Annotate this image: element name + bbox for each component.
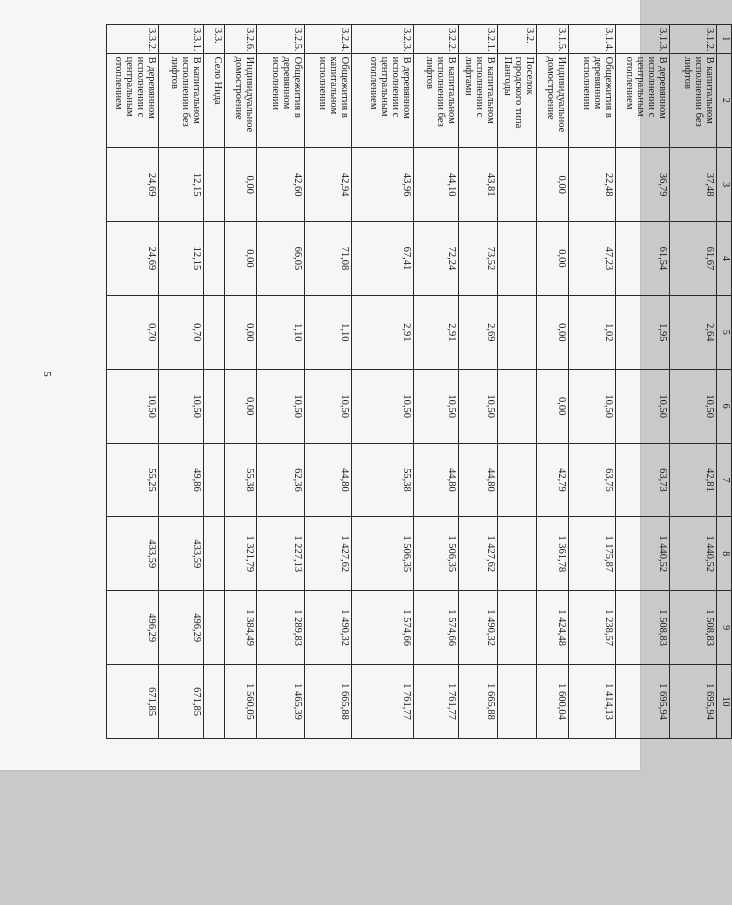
value-cell: 42,94 bbox=[304, 148, 351, 222]
value-cell: 671,85 bbox=[107, 665, 159, 739]
table-row bbox=[459, 25, 498, 739]
value-cell: 44,80 bbox=[459, 443, 498, 517]
table-row bbox=[414, 25, 459, 739]
row-code-cell: 3.2.3. bbox=[351, 25, 413, 54]
value-cell: 44,10 bbox=[414, 148, 459, 222]
value-cell: 2,91 bbox=[414, 295, 459, 369]
value-cell: 1 695,94 bbox=[616, 665, 670, 739]
value-cell bbox=[203, 443, 224, 517]
value-cell: 0,70 bbox=[158, 295, 203, 369]
value-cell: 55,25 bbox=[107, 443, 159, 517]
value-cell: 0,00 bbox=[536, 222, 568, 296]
value-cell: 2,91 bbox=[351, 295, 413, 369]
value-cell bbox=[203, 369, 224, 443]
column-header: 3 bbox=[717, 148, 732, 222]
row-name-cell: Общежития в деревянном исполнении bbox=[257, 53, 304, 148]
value-cell: 1 600,04 bbox=[536, 665, 568, 739]
value-cell: 10,50 bbox=[107, 369, 159, 443]
row-name-cell: Поселок городского типа Пангоды bbox=[497, 53, 536, 148]
row-code-cell: 3.2.4. bbox=[304, 25, 351, 54]
value-cell: 12,15 bbox=[158, 222, 203, 296]
value-cell: 1 695,94 bbox=[669, 665, 716, 739]
value-cell: 10,50 bbox=[616, 369, 670, 443]
row-name-cell: Общежития в капитальном исполнении bbox=[304, 53, 351, 148]
value-cell bbox=[497, 443, 536, 517]
table-row bbox=[568, 25, 615, 739]
value-cell: 63,73 bbox=[616, 443, 670, 517]
value-cell: 10,50 bbox=[414, 369, 459, 443]
value-cell: 0,00 bbox=[536, 369, 568, 443]
value-cell: 24,69 bbox=[107, 222, 159, 296]
value-cell: 44,80 bbox=[304, 443, 351, 517]
value-cell: 1 427,62 bbox=[459, 517, 498, 591]
value-cell: 0,00 bbox=[225, 148, 257, 222]
row-code-cell: 3.2.5. bbox=[257, 25, 304, 54]
value-cell: 1 440,52 bbox=[616, 517, 670, 591]
table-row bbox=[616, 25, 670, 739]
value-cell: 1 440,52 bbox=[669, 517, 716, 591]
value-cell: 1,02 bbox=[568, 295, 615, 369]
row-name-cell: В деревянном исполнении с центральным отоплением bbox=[616, 53, 670, 148]
table-row bbox=[497, 25, 536, 739]
value-cell bbox=[497, 591, 536, 665]
value-cell: 1 506,35 bbox=[414, 517, 459, 591]
table-row bbox=[107, 25, 159, 739]
row-code-cell: 3.1.4. bbox=[568, 25, 615, 54]
value-cell: 47,23 bbox=[568, 222, 615, 296]
value-cell bbox=[497, 295, 536, 369]
value-cell: 1 227,13 bbox=[257, 517, 304, 591]
page-number: 5 bbox=[40, 371, 53, 377]
value-cell: 1 761,77 bbox=[351, 665, 413, 739]
value-cell: 44,80 bbox=[414, 443, 459, 517]
column-header: 1 bbox=[717, 25, 732, 54]
row-name-cell: В капитальном исполнении без лифтов bbox=[414, 53, 459, 148]
value-cell: 433,59 bbox=[158, 517, 203, 591]
value-cell: 433,59 bbox=[107, 517, 159, 591]
row-name-cell: В капитальном исполнении без лифтов bbox=[158, 53, 203, 148]
value-cell: 1 384,49 bbox=[225, 591, 257, 665]
column-header: 8 bbox=[717, 517, 732, 591]
value-cell: 1 665,88 bbox=[459, 665, 498, 739]
value-cell: 1 665,88 bbox=[304, 665, 351, 739]
column-header: 10 bbox=[717, 665, 732, 739]
row-code-cell: 3.2. bbox=[497, 25, 536, 54]
value-cell: 24,69 bbox=[107, 148, 159, 222]
value-cell: 10,50 bbox=[568, 369, 615, 443]
column-header: 5 bbox=[717, 295, 732, 369]
value-cell: 43,81 bbox=[459, 148, 498, 222]
value-cell: 0,00 bbox=[536, 295, 568, 369]
value-cell: 1 289,83 bbox=[257, 591, 304, 665]
row-name-cell: Индивидуальное домостроение bbox=[225, 53, 257, 148]
value-cell bbox=[203, 295, 224, 369]
table-row bbox=[351, 25, 413, 739]
value-cell bbox=[497, 369, 536, 443]
value-cell: 61,54 bbox=[616, 222, 670, 296]
value-cell: 1 361,78 bbox=[536, 517, 568, 591]
row-name-cell: Общежития в деревянном исполнении bbox=[568, 53, 615, 148]
table-header-row bbox=[717, 25, 732, 739]
row-name-cell: Село Нида bbox=[203, 53, 224, 148]
value-cell bbox=[497, 517, 536, 591]
row-code-cell: 3.3.2. bbox=[107, 25, 159, 54]
value-cell: 1,10 bbox=[257, 295, 304, 369]
row-code-cell: 3.1.3. bbox=[616, 25, 670, 54]
value-cell: 1 321,79 bbox=[225, 517, 257, 591]
value-cell: 49,86 bbox=[158, 443, 203, 517]
row-code-cell: 3.3. bbox=[203, 25, 224, 54]
value-cell: 63,75 bbox=[568, 443, 615, 517]
value-cell: 1 490,32 bbox=[304, 591, 351, 665]
table-row bbox=[669, 25, 716, 739]
value-cell: 1 560,05 bbox=[225, 665, 257, 739]
value-cell: 496,29 bbox=[107, 591, 159, 665]
value-cell: 1 414,13 bbox=[568, 665, 615, 739]
value-cell: 42,81 bbox=[669, 443, 716, 517]
value-cell: 62,36 bbox=[257, 443, 304, 517]
value-cell: 66,05 bbox=[257, 222, 304, 296]
row-code-cell: 3.3.1. bbox=[158, 25, 203, 54]
value-cell: 36,79 bbox=[616, 148, 670, 222]
value-cell: 55,38 bbox=[351, 443, 413, 517]
value-cell: 55,38 bbox=[225, 443, 257, 517]
column-header: 6 bbox=[717, 369, 732, 443]
row-name-cell: В деревянном исполнении с центральным отоплением bbox=[107, 53, 159, 148]
value-cell: 1 761,77 bbox=[414, 665, 459, 739]
row-name-cell: В капитальном исполнении без лифтов bbox=[669, 53, 716, 148]
table-row bbox=[304, 25, 351, 739]
value-cell bbox=[203, 591, 224, 665]
value-cell: 1 175,87 bbox=[568, 517, 615, 591]
table-body bbox=[107, 25, 717, 739]
value-cell: 2,69 bbox=[459, 295, 498, 369]
row-code-cell: 3.2.6. bbox=[225, 25, 257, 54]
value-cell: 1 465,39 bbox=[257, 665, 304, 739]
column-header: 7 bbox=[717, 443, 732, 517]
value-cell: 1,95 bbox=[616, 295, 670, 369]
row-name-cell: Индивидуальное домостроение bbox=[536, 53, 568, 148]
value-cell: 71,08 bbox=[304, 222, 351, 296]
value-cell: 10,50 bbox=[459, 369, 498, 443]
value-cell bbox=[203, 517, 224, 591]
value-cell bbox=[497, 222, 536, 296]
row-name-cell: В капитальном исполнении с лифтами bbox=[459, 53, 498, 148]
value-cell: 1 574,66 bbox=[414, 591, 459, 665]
value-cell: 42,79 bbox=[536, 443, 568, 517]
table-row bbox=[158, 25, 203, 739]
row-code-cell: 3.1.5. bbox=[536, 25, 568, 54]
value-cell: 37,48 bbox=[669, 148, 716, 222]
value-cell: 43,96 bbox=[351, 148, 413, 222]
value-cell: 10,50 bbox=[669, 369, 716, 443]
value-cell: 72,24 bbox=[414, 222, 459, 296]
value-cell: 1 508,83 bbox=[669, 591, 716, 665]
value-cell: 67,41 bbox=[351, 222, 413, 296]
value-cell: 1 424,48 bbox=[536, 591, 568, 665]
value-cell: 1 574,66 bbox=[351, 591, 413, 665]
row-code-cell: 3.2.2. bbox=[414, 25, 459, 54]
value-cell bbox=[497, 148, 536, 222]
rotated-table-wrapper bbox=[106, 24, 732, 739]
value-cell: 0,70 bbox=[107, 295, 159, 369]
table-row bbox=[225, 25, 257, 739]
value-cell: 10,50 bbox=[257, 369, 304, 443]
value-cell: 671,85 bbox=[158, 665, 203, 739]
row-code-cell: 3.2.1. bbox=[459, 25, 498, 54]
tariff-table bbox=[106, 24, 732, 739]
value-cell: 1,10 bbox=[304, 295, 351, 369]
value-cell: 0,00 bbox=[225, 295, 257, 369]
value-cell: 1 427,62 bbox=[304, 517, 351, 591]
value-cell: 2,64 bbox=[669, 295, 716, 369]
value-cell: 0,00 bbox=[225, 222, 257, 296]
value-cell: 10,50 bbox=[351, 369, 413, 443]
value-cell: 1 506,35 bbox=[351, 517, 413, 591]
value-cell: 1 508,83 bbox=[616, 591, 670, 665]
column-header: 9 bbox=[717, 591, 732, 665]
column-header: 4 bbox=[717, 222, 732, 296]
table-row bbox=[203, 25, 224, 739]
row-code-cell: 3.1.2. bbox=[669, 25, 716, 54]
row-name-cell: В деревянном исполнении с центральным отоплением bbox=[351, 53, 413, 148]
value-cell bbox=[203, 665, 224, 739]
table-row bbox=[536, 25, 568, 739]
value-cell: 73,52 bbox=[459, 222, 498, 296]
value-cell: 1 490,32 bbox=[459, 591, 498, 665]
value-cell: 1 238,57 bbox=[568, 591, 615, 665]
value-cell: 22,48 bbox=[568, 148, 615, 222]
value-cell bbox=[497, 665, 536, 739]
column-header: 2 bbox=[717, 53, 732, 148]
value-cell: 10,50 bbox=[158, 369, 203, 443]
value-cell: 12,15 bbox=[158, 148, 203, 222]
value-cell: 42,60 bbox=[257, 148, 304, 222]
value-cell bbox=[203, 222, 224, 296]
value-cell: 61,67 bbox=[669, 222, 716, 296]
value-cell: 496,29 bbox=[158, 591, 203, 665]
table-row bbox=[257, 25, 304, 739]
value-cell bbox=[203, 148, 224, 222]
value-cell: 0,00 bbox=[225, 369, 257, 443]
value-cell: 0,00 bbox=[536, 148, 568, 222]
value-cell: 10,50 bbox=[304, 369, 351, 443]
